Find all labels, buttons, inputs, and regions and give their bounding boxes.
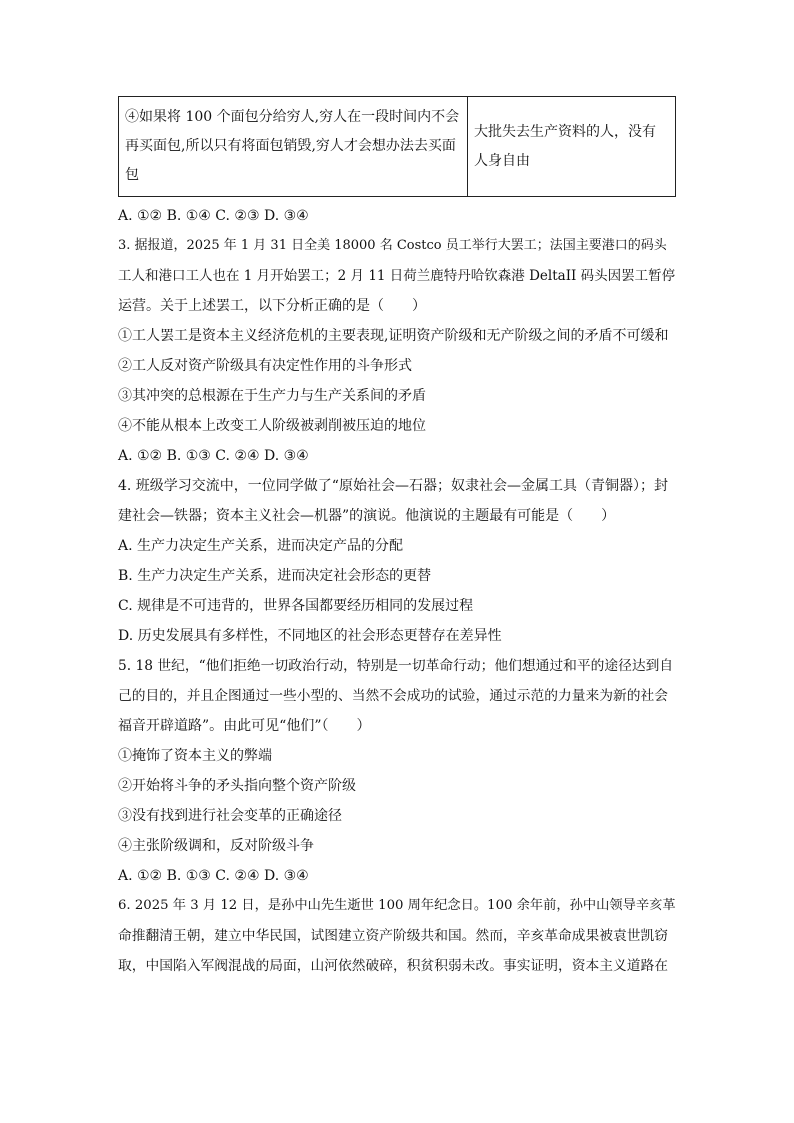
q3-stem-line-2: 工人和港口工人也在 1 月开始罢工；2 月 11 日荷兰鹿特丹哈钦森港 DeltaII 码头因罢工暂停: [118, 268, 676, 284]
table-cell-right: 大批失去生产资料的人，没有人身自由: [468, 97, 676, 197]
q4-option-a: A. 生产力决定生产关系，进而决定产品的分配: [118, 538, 404, 554]
q5-options: A. ①② B. ①③ C. ②④ D. ③④: [118, 868, 309, 884]
q6-line-1: 6. 2025 年 3 月 12 日，是孙中山先生逝世 100 周年纪念日。100 余年前，孙中山领导辛亥革: [118, 898, 676, 913]
table-row: [119, 97, 676, 197]
q4-stem-line-2: 建社会—铁器；资本主义社会—机器”的演说。他演说的主题最有可能是（ ）: [118, 508, 616, 524]
q5-statement-3: ③没有找到进行社会变革的正确途径: [118, 808, 342, 824]
comparison-table: [118, 96, 676, 197]
q4-option-b: B. 生产力决定生产关系，进而决定社会形态的更替: [118, 568, 432, 584]
q5-statement-2: ②开始将斗争的矛头指向整个资产阶级: [118, 778, 356, 794]
q6-line-3: 取，中国陷入军阀混战的局面，山河依然破碎，积贫积弱未改。事实证明，资本主义道路在: [118, 958, 669, 974]
q2-options: A. ①② B. ①④ C. ②③ D. ③④: [118, 208, 309, 224]
q3-statement-3: ③其冲突的总根源在于生产力与生产关系间的矛盾: [118, 388, 426, 404]
q3-statement-4: ④不能从根本上改变工人阶级被剥削被压迫的地位: [118, 418, 426, 434]
table-cell-left: ④如果将 100 个面包分给穷人,穷人在一段时间内不会再买面包,所以只有将面包销毁,穷人才会想办法去买面包: [119, 97, 468, 197]
q5-statement-1: ①掩饰了资本主义的弊端: [118, 748, 272, 764]
q5-statement-4: ④主张阶级调和，反对阶级斗争: [118, 838, 314, 854]
q3-statement-1: ①工人罢工是资本主义经济危机的主要表现,证明资产阶级和无产阶级之间的矛盾不可缓和: [118, 328, 669, 344]
q3-stem-line-3: 运营。关于上述罢工，以下分析正确的是（ ）: [118, 298, 426, 314]
q6-line-2: 命推翻清王朝，建立中华民国，试图建立资产阶级共和国。然而，辛亥革命成果被袁世凯窃: [118, 928, 669, 944]
q4-option-d: D. 历史发展具有多样性，不同地区的社会形态更替存在差异性: [118, 628, 502, 644]
q5-stem-line-1: 5. 18 世纪，“他们拒绝一切政治行动，特别是一切革命行动；他们想通过和平的途径达到自: [118, 658, 674, 674]
q4-option-c: C. 规律是不可违背的，世界各国都要经历相同的发展过程: [118, 598, 474, 614]
q3-options: A. ①② B. ①③ C. ②④ D. ③④: [118, 448, 309, 464]
q4-stem-line-1: 4. 班级学习交流中，一位同学做了“原始社会—石器；奴隶社会—金属工具（青铜器）；封: [118, 478, 668, 494]
q3-statement-2: ②工人反对资产阶级具有决定性作用的斗争形式: [118, 358, 412, 374]
document-page: [118, 96, 676, 981]
q5-stem-line-2: 己的目的，并且企图通过一些小型的、当然不会成功的试验，通过示范的力量来为新的社会: [118, 688, 669, 704]
q5-stem-line-3: 福音开辟道路”。由此可见“他们”（ ）: [118, 718, 371, 734]
q3-stem-line-1: 3. 据报道，2025 年 1 月 31 日全美 18000 名 Costco 员工举行大罢工；法国主要港口的码头: [118, 238, 667, 253]
